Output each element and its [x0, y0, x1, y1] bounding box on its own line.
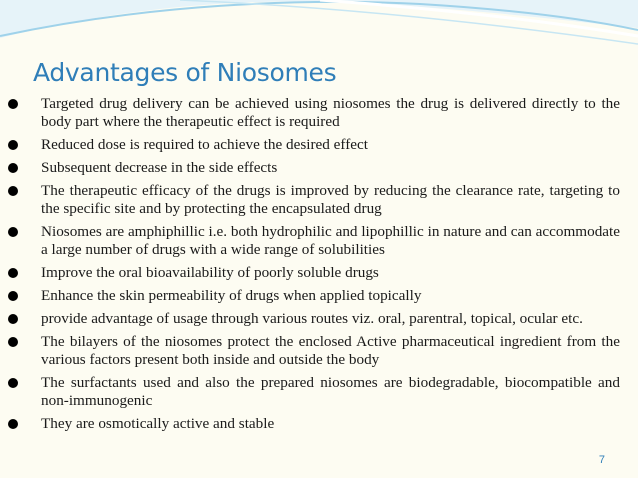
bullet-text: Reduced dose is required to achieve the desired effect: [41, 136, 368, 153]
bullet-item: [6, 415, 620, 433]
slide-title: Advantages of Niosomes: [33, 58, 337, 87]
bullet-item: [6, 182, 620, 218]
bullet-item: [6, 333, 620, 369]
bullet-icon: [8, 291, 18, 301]
bullet-item: [6, 287, 620, 305]
bullet-icon: [8, 268, 18, 278]
bullet-icon: [8, 419, 18, 429]
bullet-text: Niosomes are amphiphillic i.e. both hydrophilic and lipophillic in nature and can accommodate a large number of drugs with a wide range of solubilities: [41, 223, 620, 258]
bullet-text: The bilayers of the niosomes protect the enclosed Active pharmaceutical ingredient from the various factors present both inside and outside the body: [41, 333, 620, 368]
bullet-item: [6, 136, 620, 154]
bullet-list: [6, 95, 620, 438]
bullet-icon: [8, 186, 18, 196]
bullet-icon: [8, 99, 18, 109]
bullet-item: [6, 264, 620, 282]
bullet-text: Enhance the skin permeability of drugs when applied topically: [41, 287, 422, 304]
page-number: 7: [598, 454, 605, 466]
bullet-text: Improve the oral bioavailability of poorly soluble drugs: [41, 264, 379, 281]
bullet-icon: [8, 140, 18, 150]
bullet-text: Subsequent decrease in the side effects: [41, 159, 278, 176]
bullet-item: [6, 223, 620, 259]
bullet-text: The surfactants used and also the prepared niosomes are biodegradable, biocompatible and non-immunogenic: [41, 374, 620, 409]
bullet-text: The therapeutic efficacy of the drugs is improved by reducing the clearance rate, targeting to the specific site and by protecting the encapsulated drug: [41, 182, 620, 217]
bullet-icon: [8, 314, 18, 324]
bullet-icon: [8, 227, 18, 237]
bullet-icon: [8, 337, 18, 347]
bullet-text: provide advantage of usage through various routes viz. oral, parentral, topical, ocular etc.: [41, 310, 583, 327]
bullet-icon: [8, 378, 18, 388]
bullet-text: Targeted drug delivery can be achieved using niosomes the drug is delivered directly to the body part where the therapeutic effect is required: [41, 95, 620, 130]
bullet-text: They are osmotically active and stable: [41, 415, 275, 432]
bullet-item: [6, 310, 620, 328]
bullet-icon: [8, 163, 18, 173]
bullet-item: [6, 374, 620, 410]
bullet-item: [6, 159, 620, 177]
bullet-item: [6, 95, 620, 131]
